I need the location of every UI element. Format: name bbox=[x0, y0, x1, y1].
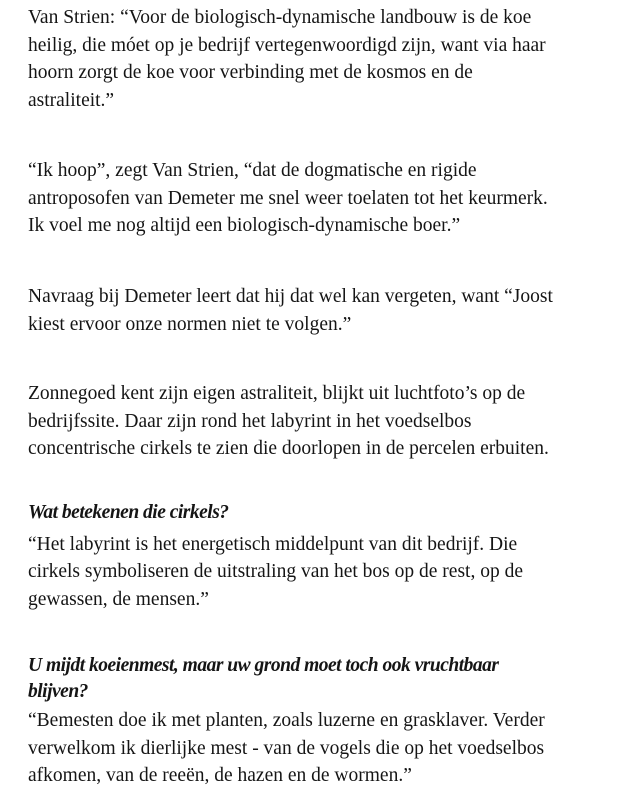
text-line: Navraag bij Demeter leert dat hij dat wel kan vergeten, want “Joost bbox=[28, 286, 553, 307]
text-line: Van Strien: “Voor de biologisch-dynamische landbouw is de koe bbox=[28, 7, 532, 28]
text-line: “Ik hoop”, zegt Van Strien, “dat de dogmatische en rigide bbox=[28, 160, 477, 181]
text-line: Ik voel me nog altijd een biologisch-dynamische boer.” bbox=[28, 215, 461, 236]
text-line: concentrische cirkels te zien die doorlopen in de percelen erbuiten. bbox=[28, 438, 549, 459]
text-line: U mijdt koeienmest, maar uw grond moet toch ook vruchtbaar bbox=[28, 655, 499, 676]
text-line: Zonnegoed kent zijn eigen astraliteit, blijkt uit luchtfoto’s op de bbox=[28, 383, 526, 404]
interview-question: Wat betekenen die cirkels? bbox=[28, 502, 229, 523]
text-line: kiest ervoor onze normen niet te volgen.” bbox=[28, 313, 352, 335]
text-line: “Het labyrint is het energetisch middelpunt van dit bedrijf. Die bbox=[28, 533, 518, 555]
text-line: gewassen, de mensen.” bbox=[28, 588, 209, 610]
text-line: hoorn zorgt de koe voor verbinding met de kosmos en de bbox=[28, 62, 473, 83]
qa-manure bbox=[28, 652, 623, 790]
text-line: verwelkom ik dierlijke mest - van de vogels die op het voedselbos bbox=[28, 737, 545, 759]
paragraph-quote-cow bbox=[28, 4, 623, 114]
text-line: antroposofen van Demeter me snel weer toelaten tot het keurmerk. bbox=[28, 187, 548, 209]
paragraph-zonnegoed bbox=[28, 380, 623, 463]
text-line: astraliteit.” bbox=[28, 89, 115, 111]
interview-question bbox=[28, 652, 623, 705]
text-line: afkomen, van de reeën, de hazen en de wormen.” bbox=[28, 765, 412, 786]
text-line: blijven? bbox=[28, 680, 88, 702]
text-line: cirkels symboliseren de uitstraling van het bos op de rest, op de bbox=[28, 561, 523, 582]
text-line: bedrijfssite. Daar zijn rond het labyrint in het voedselbos bbox=[28, 410, 472, 432]
text-line: heilig, die móet op je bedrijf vertegenwoordigd zijn, want via haar bbox=[28, 34, 546, 56]
text-line: “Bemesten doe ik met planten, zoals luzerne en grasklaver. Verder bbox=[28, 710, 545, 731]
paragraph-demeter bbox=[28, 283, 623, 338]
qa-circles bbox=[28, 499, 623, 613]
paragraph-quote-hope bbox=[28, 157, 623, 240]
